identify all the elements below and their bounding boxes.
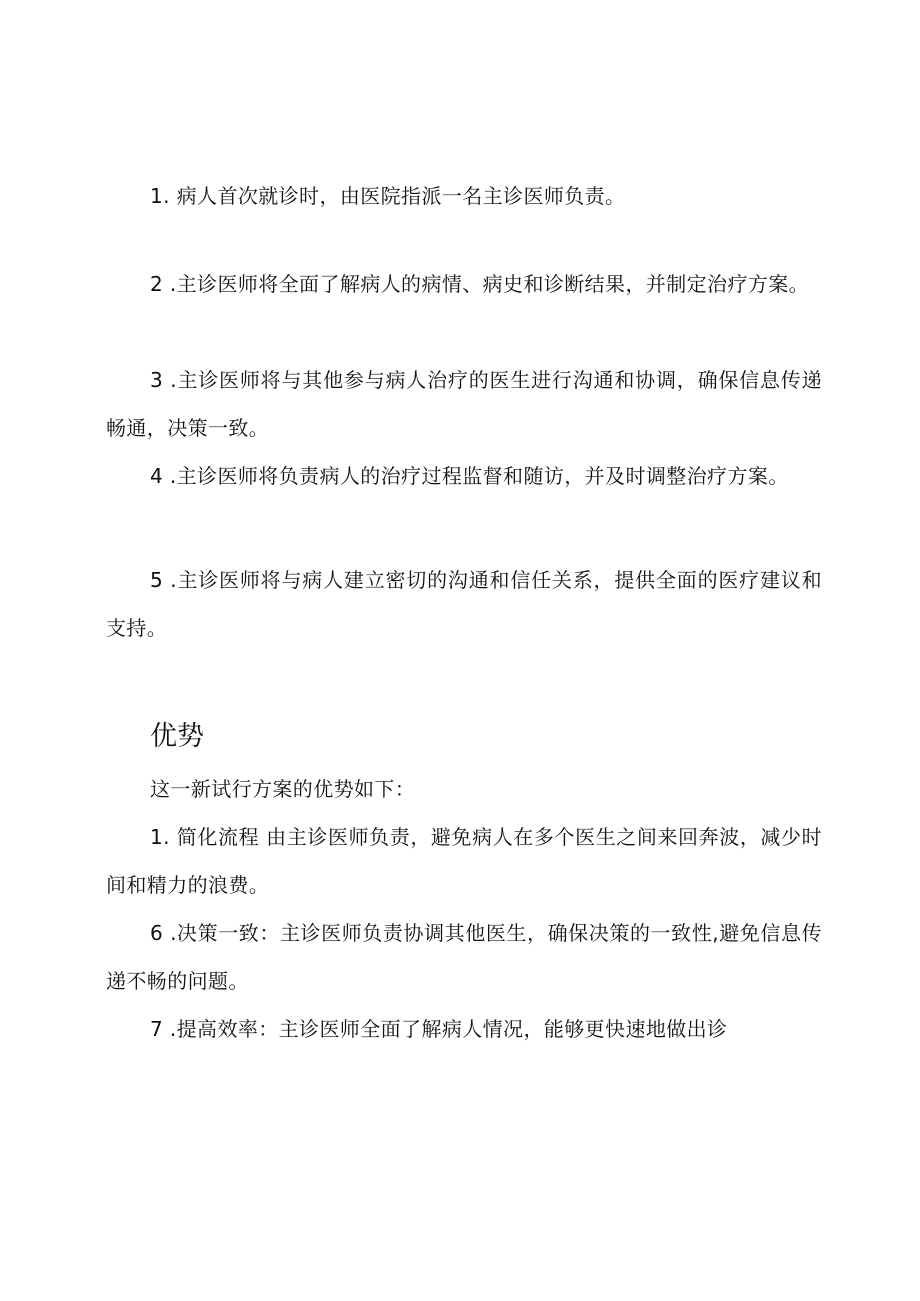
- list-item: 7 .提高效率：主诊医师全面了解病人情况，能够更快速地做出诊: [150, 1017, 728, 1041]
- section-heading: 优势: [150, 721, 204, 752]
- list-item: 1. 病人首次就诊时，由医院指派一名主诊医师负责。: [150, 184, 626, 208]
- list-item: 1. 简化流程 由主诊医师负责，避免病人在多个医生之间来回奔波，减少时间和精力的浪费。: [106, 825, 822, 897]
- list-item: 2 .主诊医师将全面了解病人的病情、病史和诊断结果，并制定治疗方案。: [150, 272, 810, 296]
- list-item: 3 .主诊医师将与其他参与病人治疗的医生进行沟通和协调，确保信息传递畅通，决策一致。: [106, 368, 822, 440]
- section-intro: 这一新试行方案的优势如下：: [150, 777, 416, 801]
- list-item: 4 .主诊医师将负责病人的治疗过程监督和随访，并及时调整治疗方案。: [150, 464, 789, 488]
- list-item: 5 .主诊医师将与病人建立密切的沟通和信任关系，提供全面的医疗建议和支持。: [106, 568, 822, 640]
- list-item: 6 .决策一致：主诊医师负责协调其他医生，确保决策的一致性,避免信息传递不畅的问题。: [106, 921, 822, 993]
